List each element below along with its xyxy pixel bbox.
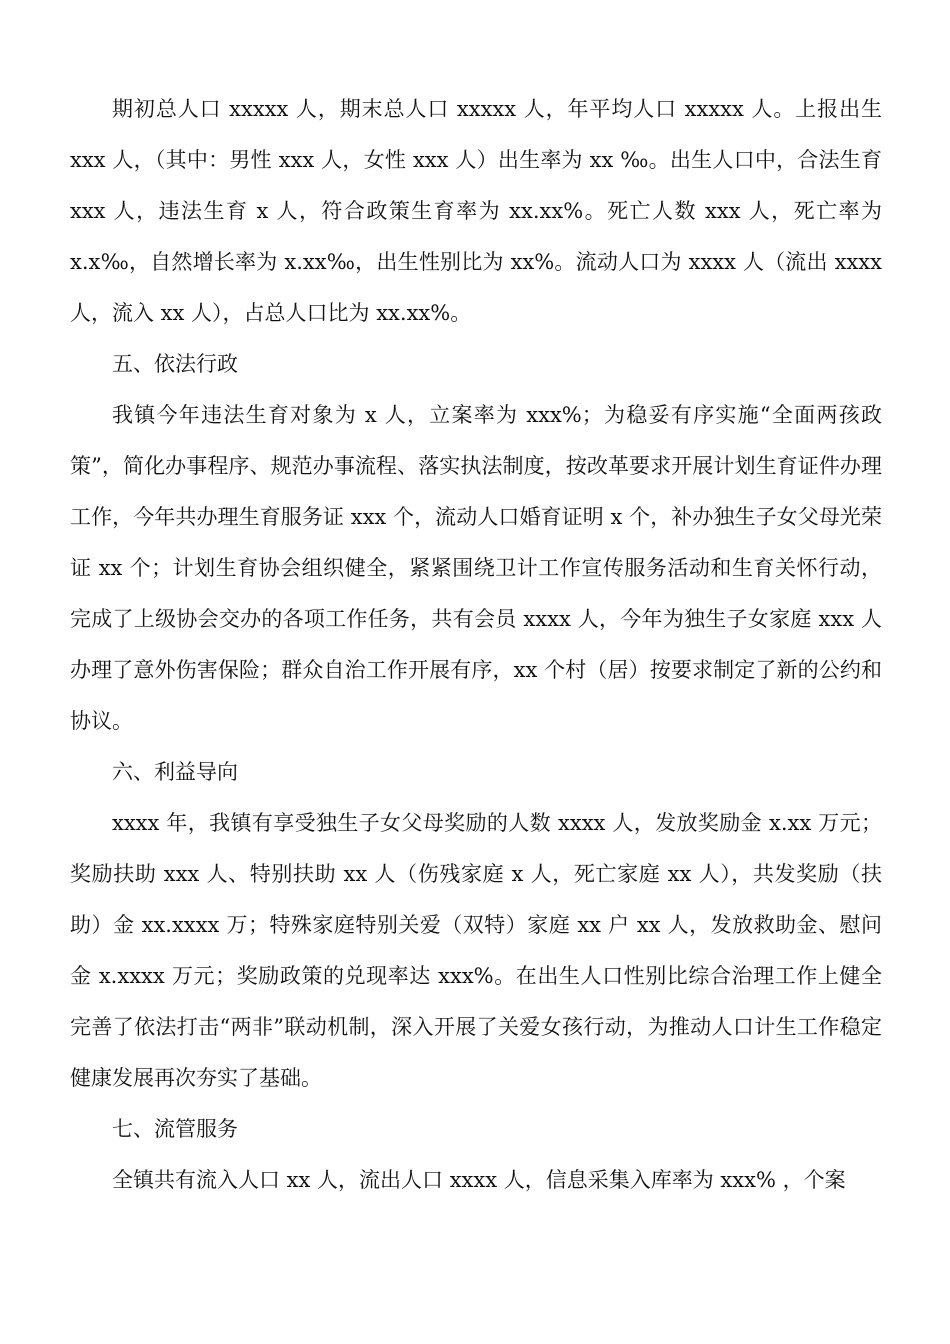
paragraph-benefit-guidance: xxxx 年，我镇有享受独生子女父母奖励的人数 xxxx 人，发放奖励金 x.xx 万元；奖励扶助 xxx 人、特别扶助 xx 人（伤残家庭 x 人，死亡家庭 xx 人），共发奖励（扶助）金 xx.xxxx 万；特殊家庭特别关爱（双特）家庭 xx 户 xx 人，发放救助金、慰问金 x.xxxx 万元；奖励政策的兑现率达 xxx%。在出生人口性别比综合治理工作上健全完善了依法打击“两非”联动机制，深入开展了关爱女孩行动，为推动人口计生工作稳定健康发展再次夯实了基础。	[70, 811, 882, 1090]
paragraph-population-stats: 期初总人口 xxxxx 人，期末总人口 xxxxx 人，年平均人口 xxxxx 人。上报出生 xxx 人，（其中：男性 xxx 人，女性 xxx 人）出生率为 xx ‰。出生人口中，合法生育 xxx 人，违法生育 x 人，符合政策生育率为 xx.xx%。死亡人数 xxx 人，死亡率为 x.x‰，自然增长率为 x.xx‰，出生性别比为 xx%。流动人口为 xxxx 人（流出 xxxx 人，流入 xx 人），占总人口比为 xx.xx%。	[70, 97, 882, 325]
section-heading-benefit-guidance: 六、利益导向	[112, 760, 238, 784]
section-heading-lawful-administration: 五、依法行政	[112, 352, 238, 376]
section-heading-floating-population-service: 七、流管服务	[112, 1117, 238, 1141]
paragraph-floating-population-service: 全镇共有流入人口 xx 人，流出人口 xxxx 人，信息采集入库率为 xxx% ，个案	[112, 1168, 846, 1192]
document-page	[70, 84, 882, 1206]
paragraph-lawful-administration: 我镇今年违法生育对象为 x 人，立案率为 xxx%；为稳妥有序实施“全面两孩政策”，简化办事程序、规范办事流程、落实执法制度，按改革要求开展计划生育证件办理工作，今年共办理生育服务证 xxx 个，流动人口婚育证明 x 个，补办独生子女父母光荣证 xx 个；计划生育协会组织健全，紧紧围绕卫计工作宣传服务活动和生育关怀行动，完成了上级协会交办的各项工作任务，共有会员 xxxx 人，今年为独生子女家庭 xxx 人办理了意外伤害保险；群众自治工作开展有序，xx 个村（居）按要求制定了新的公约和协议。	[70, 403, 882, 733]
